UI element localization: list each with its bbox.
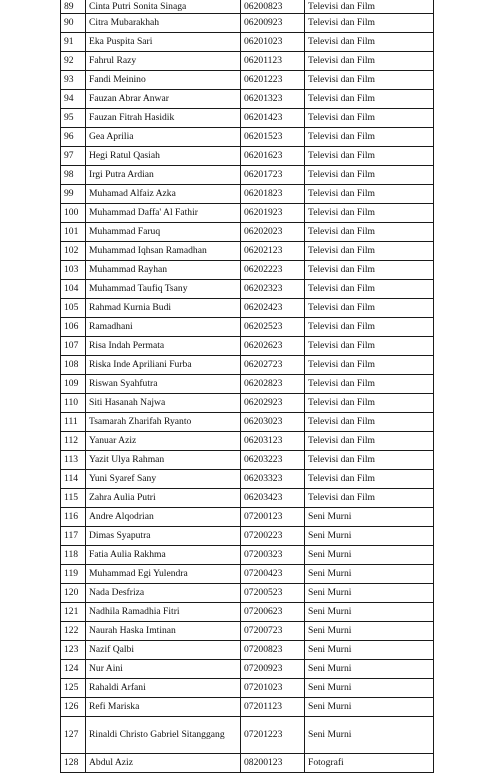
row-number: 121: [61, 603, 86, 622]
study-program: Televisi dan Film: [305, 489, 434, 508]
study-program: Seni Murni: [305, 717, 434, 754]
student-id: 07200723: [241, 622, 305, 641]
student-name: Eka Puspita Sari: [86, 33, 241, 52]
student-id: 07200823: [241, 641, 305, 660]
study-program: Seni Murni: [305, 660, 434, 679]
student-id: 06202023: [241, 223, 305, 242]
student-id: 06202423: [241, 299, 305, 318]
student-name: Abdul Aziz: [86, 754, 241, 773]
row-number: 119: [61, 565, 86, 584]
student-name: Muhammad Faruq: [86, 223, 241, 242]
row-number: 101: [61, 223, 86, 242]
study-program: Televisi dan Film: [305, 0, 434, 14]
row-number: 97: [61, 147, 86, 166]
row-number: 125: [61, 679, 86, 698]
table-row: [61, 641, 434, 660]
study-program: Seni Murni: [305, 679, 434, 698]
table-row: [61, 299, 434, 318]
row-number: 114: [61, 470, 86, 489]
table-row: [61, 489, 434, 508]
student-id: 06202323: [241, 280, 305, 299]
student-name: Nadhila Ramadhia Fitri: [86, 603, 241, 622]
table-row: [61, 204, 434, 223]
study-program: Seni Murni: [305, 698, 434, 717]
student-name: Cinta Putri Sonita Sinaga: [86, 0, 241, 14]
student-id: 06203223: [241, 451, 305, 470]
row-number: 98: [61, 166, 86, 185]
student-list-page: [60, 0, 433, 773]
table-row: [61, 679, 434, 698]
student-name: Muhammad Rayhan: [86, 261, 241, 280]
study-program: Televisi dan Film: [305, 90, 434, 109]
table-row: [61, 546, 434, 565]
student-name: Rahmad Kurnia Budi: [86, 299, 241, 318]
student-name: Fauzan Fitrah Hasidik: [86, 109, 241, 128]
student-id: 06201623: [241, 147, 305, 166]
study-program: Seni Murni: [305, 527, 434, 546]
study-program: Televisi dan Film: [305, 147, 434, 166]
row-number: 94: [61, 90, 86, 109]
study-program: Televisi dan Film: [305, 109, 434, 128]
study-program: Televisi dan Film: [305, 185, 434, 204]
table-row: [61, 698, 434, 717]
table-row: [61, 128, 434, 147]
student-id: 06202223: [241, 261, 305, 280]
table-row: [61, 375, 434, 394]
row-number: 110: [61, 394, 86, 413]
student-name: Hegi Ratul Qasiah: [86, 147, 241, 166]
table-row: [61, 109, 434, 128]
row-number: 103: [61, 261, 86, 280]
table-row: [61, 356, 434, 375]
student-id: 06203023: [241, 413, 305, 432]
table-row: [61, 0, 434, 14]
student-id: 06201523: [241, 128, 305, 147]
row-number: 112: [61, 432, 86, 451]
row-number: 106: [61, 318, 86, 337]
student-id: 07200623: [241, 603, 305, 622]
student-id: 06200823: [241, 0, 305, 14]
study-program: Televisi dan Film: [305, 432, 434, 451]
student-id: 06202123: [241, 242, 305, 261]
table-row: [61, 470, 434, 489]
row-number: 128: [61, 754, 86, 773]
row-number: 111: [61, 413, 86, 432]
table-row: [61, 337, 434, 356]
row-number: 99: [61, 185, 86, 204]
student-id: 06201923: [241, 204, 305, 223]
study-program: Seni Murni: [305, 584, 434, 603]
table-row: [61, 717, 434, 754]
row-number: 108: [61, 356, 86, 375]
table-row: [61, 185, 434, 204]
student-id: 07200123: [241, 508, 305, 527]
study-program: Seni Murni: [305, 565, 434, 584]
table-row: [61, 413, 434, 432]
study-program: Televisi dan Film: [305, 71, 434, 90]
study-program: Televisi dan Film: [305, 470, 434, 489]
student-id: 07200523: [241, 584, 305, 603]
row-number: 95: [61, 109, 86, 128]
study-program: Televisi dan Film: [305, 299, 434, 318]
study-program: Televisi dan Film: [305, 52, 434, 71]
student-name: Yanuar Aziz: [86, 432, 241, 451]
row-number: 90: [61, 14, 86, 33]
student-id: 07201023: [241, 679, 305, 698]
study-program: Televisi dan Film: [305, 318, 434, 337]
student-name: Nazif Qalbi: [86, 641, 241, 660]
study-program: Televisi dan Film: [305, 166, 434, 185]
table-row: [61, 14, 434, 33]
table-row: [61, 432, 434, 451]
table-row: [61, 622, 434, 641]
table-row: [61, 318, 434, 337]
study-program: Seni Murni: [305, 622, 434, 641]
table-row: [61, 223, 434, 242]
study-program: Televisi dan Film: [305, 280, 434, 299]
student-name: Andre Alqodrian: [86, 508, 241, 527]
student-id: 06202623: [241, 337, 305, 356]
table-row: [61, 660, 434, 679]
study-program: Seni Murni: [305, 603, 434, 622]
row-number: 91: [61, 33, 86, 52]
study-program: Seni Murni: [305, 641, 434, 660]
student-name: Muhamad Alfaiz Azka: [86, 185, 241, 204]
student-name: Siti Hasanah Najwa: [86, 394, 241, 413]
student-id: 06202823: [241, 375, 305, 394]
student-name: Tsamarah Zharifah Ryanto: [86, 413, 241, 432]
row-number: 126: [61, 698, 86, 717]
study-program: Televisi dan Film: [305, 128, 434, 147]
table-row: [61, 280, 434, 299]
student-id: 06201723: [241, 166, 305, 185]
student-id: 06203323: [241, 470, 305, 489]
table-row: [61, 147, 434, 166]
study-program: Televisi dan Film: [305, 261, 434, 280]
student-id: 06201023: [241, 33, 305, 52]
student-id: 06201423: [241, 109, 305, 128]
student-name: Rahaldi Arfani: [86, 679, 241, 698]
study-program: Televisi dan Film: [305, 394, 434, 413]
row-number: 100: [61, 204, 86, 223]
student-id: 08200123: [241, 754, 305, 773]
student-id: 06201223: [241, 71, 305, 90]
study-program: Seni Murni: [305, 546, 434, 565]
student-id: 06202723: [241, 356, 305, 375]
row-number: 89: [61, 0, 86, 14]
student-name: Irgi Putra Ardian: [86, 166, 241, 185]
table-row: [61, 527, 434, 546]
row-number: 105: [61, 299, 86, 318]
row-number: 115: [61, 489, 86, 508]
table-row: [61, 754, 434, 773]
student-name: Citra Mubarakhah: [86, 14, 241, 33]
study-program: Televisi dan Film: [305, 33, 434, 52]
student-name: Risa Indah Permata: [86, 337, 241, 356]
study-program: Televisi dan Film: [305, 451, 434, 470]
student-name: Fahrul Razy: [86, 52, 241, 71]
student-name: Nada Desfriza: [86, 584, 241, 603]
student-name: Nur Aini: [86, 660, 241, 679]
row-number: 127: [61, 717, 86, 754]
student-name: Rinaldi Christo Gabriel Sitanggang: [86, 717, 241, 754]
student-name: Dimas Syaputra: [86, 527, 241, 546]
student-name: Yazit Ulya Rahman: [86, 451, 241, 470]
student-name: Naurah Haska Imtinan: [86, 622, 241, 641]
study-program: Fotografi: [305, 754, 434, 773]
row-number: 123: [61, 641, 86, 660]
table-row: [61, 33, 434, 52]
study-program: Televisi dan Film: [305, 337, 434, 356]
study-program: Televisi dan Film: [305, 14, 434, 33]
row-number: 93: [61, 71, 86, 90]
student-table: [60, 0, 434, 773]
student-id: 06203123: [241, 432, 305, 451]
row-number: 124: [61, 660, 86, 679]
table-row: [61, 565, 434, 584]
table-row: [61, 394, 434, 413]
study-program: Televisi dan Film: [305, 223, 434, 242]
student-name: Muhammad Taufiq Tsany: [86, 280, 241, 299]
study-program: Televisi dan Film: [305, 375, 434, 394]
student-name: Fandi Meinino: [86, 71, 241, 90]
table-row: [61, 261, 434, 280]
table-row: [61, 71, 434, 90]
student-name: Fatia Aulia Rakhma: [86, 546, 241, 565]
student-id: 06201823: [241, 185, 305, 204]
student-id: 07201123: [241, 698, 305, 717]
student-id: 06201323: [241, 90, 305, 109]
table-row: [61, 603, 434, 622]
student-name: Refi Mariska: [86, 698, 241, 717]
row-number: 107: [61, 337, 86, 356]
student-id: 06200923: [241, 14, 305, 33]
row-number: 109: [61, 375, 86, 394]
student-name: Zahra Aulia Putri: [86, 489, 241, 508]
row-number: 122: [61, 622, 86, 641]
table-row: [61, 242, 434, 261]
student-id: 06203423: [241, 489, 305, 508]
student-id: 06201123: [241, 52, 305, 71]
study-program: Televisi dan Film: [305, 413, 434, 432]
student-name: Gea Aprilia: [86, 128, 241, 147]
table-row: [61, 166, 434, 185]
table-row: [61, 52, 434, 71]
student-name: Riswan Syahfutra: [86, 375, 241, 394]
row-number: 102: [61, 242, 86, 261]
student-table-body: [61, 0, 434, 773]
row-number: 118: [61, 546, 86, 565]
student-name: Muhammad Egi Yulendra: [86, 565, 241, 584]
student-id: 07200223: [241, 527, 305, 546]
row-number: 120: [61, 584, 86, 603]
student-name: Fauzan Abrar Anwar: [86, 90, 241, 109]
student-name: Yuni Syaref Sany: [86, 470, 241, 489]
student-name: Riska Inde Apriliani Furba: [86, 356, 241, 375]
row-number: 113: [61, 451, 86, 470]
table-row: [61, 451, 434, 470]
row-number: 96: [61, 128, 86, 147]
table-row: [61, 90, 434, 109]
table-row: [61, 584, 434, 603]
student-id: 06202523: [241, 318, 305, 337]
student-name: Muhammad Daffa' Al Fathir: [86, 204, 241, 223]
row-number: 92: [61, 52, 86, 71]
student-id: 07201223: [241, 717, 305, 754]
student-id: 07200423: [241, 565, 305, 584]
row-number: 104: [61, 280, 86, 299]
table-row: [61, 508, 434, 527]
study-program: Seni Murni: [305, 508, 434, 527]
student-id: 07200323: [241, 546, 305, 565]
study-program: Televisi dan Film: [305, 242, 434, 261]
study-program: Televisi dan Film: [305, 356, 434, 375]
study-program: Televisi dan Film: [305, 204, 434, 223]
student-name: Ramadhani: [86, 318, 241, 337]
student-id: 07200923: [241, 660, 305, 679]
student-name: Muhammad Iqhsan Ramadhan: [86, 242, 241, 261]
row-number: 117: [61, 527, 86, 546]
student-id: 06202923: [241, 394, 305, 413]
row-number: 116: [61, 508, 86, 527]
